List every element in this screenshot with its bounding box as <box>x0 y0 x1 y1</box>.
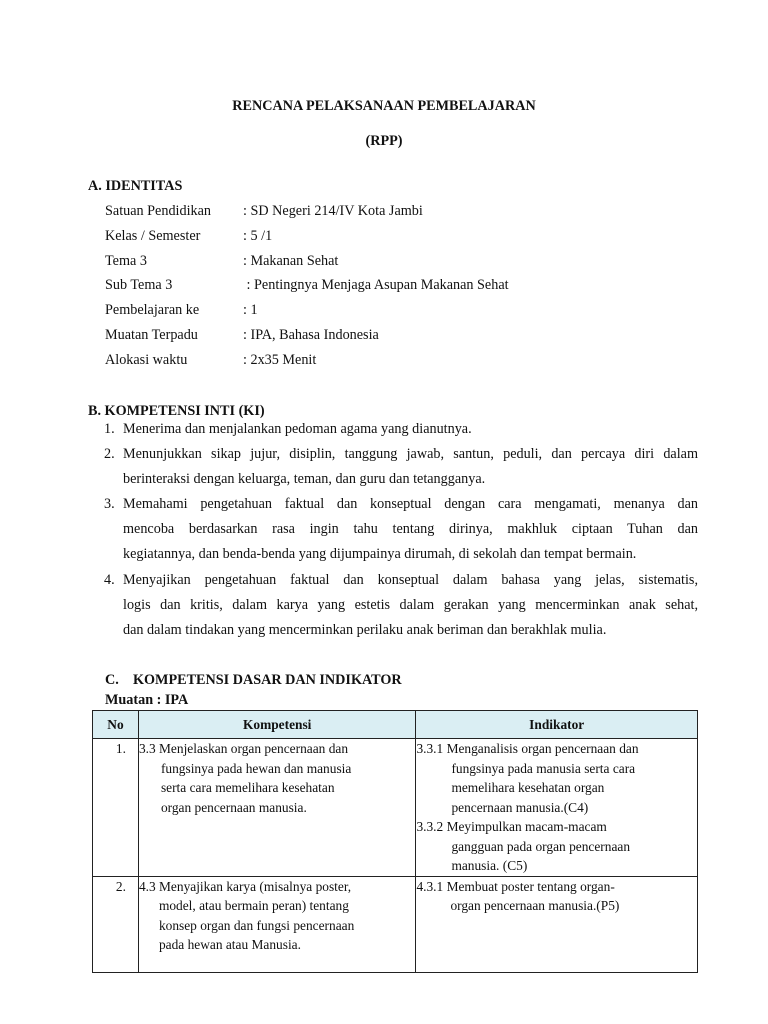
indikator-item <box>416 877 697 916</box>
ki-item-line: Menyajikan pengetahuan faktual dan konseptual dalam bahasa yang jelas, sistematis, <box>123 572 698 588</box>
kompetensi-cell <box>138 739 416 877</box>
identitas-label: Satuan Pendidikan <box>105 203 211 219</box>
kompetensi-line: model, atau bermain peran) tentang <box>158 898 349 913</box>
indikator-line: gangguan pada organ pencernaan <box>451 838 631 854</box>
column-header-indikator: Indikator <box>416 711 698 739</box>
indikator-line: memelihara kesehatan organ <box>451 780 605 795</box>
muatan-label: Muatan : IPA <box>105 692 189 708</box>
identitas-label: Pembelajaran ke <box>105 302 200 318</box>
kompetensi-line: 4.3 Menyajikan karya (misalnya poster, <box>138 878 352 894</box>
ki-item-line: Menunjukkan sikap jujur, disiplin, tanggung jawab, santun, peduli, dan percaya diri dalam <box>123 446 698 462</box>
ki-item-line: berinteraksi dengan keluarga, teman, dan guru dan tetangganya. <box>123 471 486 487</box>
ki-item-number: 1. <box>104 421 115 437</box>
kompetensi-text <box>139 739 416 817</box>
indikator-line: pencernaan manusia.(C4) <box>451 799 589 815</box>
table-header-row <box>93 711 698 739</box>
ki-item-line: dan dalam tindakan yang mencerminkan perilaku anak beriman dan berakhlak mulia. <box>123 622 607 638</box>
kompetensi-table <box>92 710 698 973</box>
kompetensi-line: pada hewan atau Manusia. <box>158 937 301 952</box>
row-number: 1. <box>93 739 139 877</box>
ki-item-line: kegiatannya, dan benda-benda yang dijumpainya dirumah, di sekolah dan tempat bermain. <box>123 546 637 562</box>
kompetensi-line: organ pencernaan manusia. <box>160 799 307 815</box>
identitas-value: : Makanan Sehat <box>243 253 339 269</box>
section-ki-heading: B. KOMPETENSI INTI (KI) <box>88 403 265 419</box>
section-identitas-heading: A. IDENTITAS <box>88 178 183 194</box>
identitas-value: : 1 <box>243 302 258 318</box>
ki-item-line: Memahami pengetahuan faktual dan konseptual dengan cara mengamati, menanya dan <box>123 496 698 512</box>
identitas-value: : IPA, Bahasa Indonesia <box>243 327 379 343</box>
ki-item-line: logis dan kritis, dalam karya yang estetis dalam gerakan yang mencerminkan anak sehat, <box>123 597 698 613</box>
column-header-no: No <box>93 711 139 739</box>
identitas-value: : 2x35 Menit <box>243 352 317 368</box>
indikator-line: 4.3.1 Membuat poster tentang organ- <box>416 878 615 894</box>
kompetensi-line: serta cara memelihara kesehatan <box>160 780 335 795</box>
identitas-label: Muatan Terpadu <box>105 327 198 343</box>
indikator-line: organ pencernaan manusia.(P5) <box>450 898 620 913</box>
ki-item-line: Menerima dan menjalankan pedoman agama yang dianutnya. <box>123 421 472 437</box>
table-row <box>93 876 698 972</box>
kompetensi-cell <box>138 876 416 972</box>
document-subtitle: (RPP) <box>365 133 403 149</box>
kompetensi-text <box>139 877 416 955</box>
indikator-cell <box>416 876 698 972</box>
indikator-line: manusia. (C5) <box>451 858 528 873</box>
column-header-kompetensi: Kompetensi <box>138 711 416 739</box>
indikator-item <box>416 739 697 817</box>
identitas-label: Kelas / Semester <box>105 228 201 244</box>
indikator-line: fungsinya pada manusia serta cara <box>451 760 636 776</box>
ki-item-number: 3. <box>104 496 115 512</box>
document-title: RENCANA PELAKSANAAN PEMBELAJARAN <box>232 98 536 114</box>
ki-item-number: 4. <box>104 572 115 588</box>
identitas-value: : SD Negeri 214/IV Kota Jambi <box>243 203 423 219</box>
section-kd-heading: C. KOMPETENSI DASAR DAN INDIKATOR <box>105 672 402 688</box>
kompetensi-line: konsep organ dan fungsi pencernaan <box>158 917 355 933</box>
identitas-label: Sub Tema 3 <box>105 277 173 293</box>
indikator-line: 3.3.2 Meyimpulkan macam-macam <box>416 819 607 834</box>
kompetensi-line: 3.3 Menjelaskan organ pencernaan dan <box>138 741 349 756</box>
ki-item-line: mencoba berdasarkan rasa ingin tahu tentang dirinya, makhluk ciptaan Tuhan dan <box>123 521 698 537</box>
identitas-value: : 5 /1 <box>243 228 273 244</box>
indikator-cell <box>416 739 698 877</box>
kompetensi-line: fungsinya pada hewan dan manusia <box>160 760 352 776</box>
indikator-line: 3.3.1 Menganalisis organ pencernaan dan <box>416 741 639 756</box>
table-row <box>93 739 698 877</box>
row-number: 2. <box>93 876 139 972</box>
identitas-value: : Pentingnya Menjaga Asupan Makanan Sehat <box>243 277 509 293</box>
identitas-label: Tema 3 <box>105 253 147 269</box>
ki-item-number: 2. <box>104 446 115 462</box>
identitas-label: Alokasi waktu <box>105 352 188 368</box>
indikator-item <box>416 817 697 876</box>
